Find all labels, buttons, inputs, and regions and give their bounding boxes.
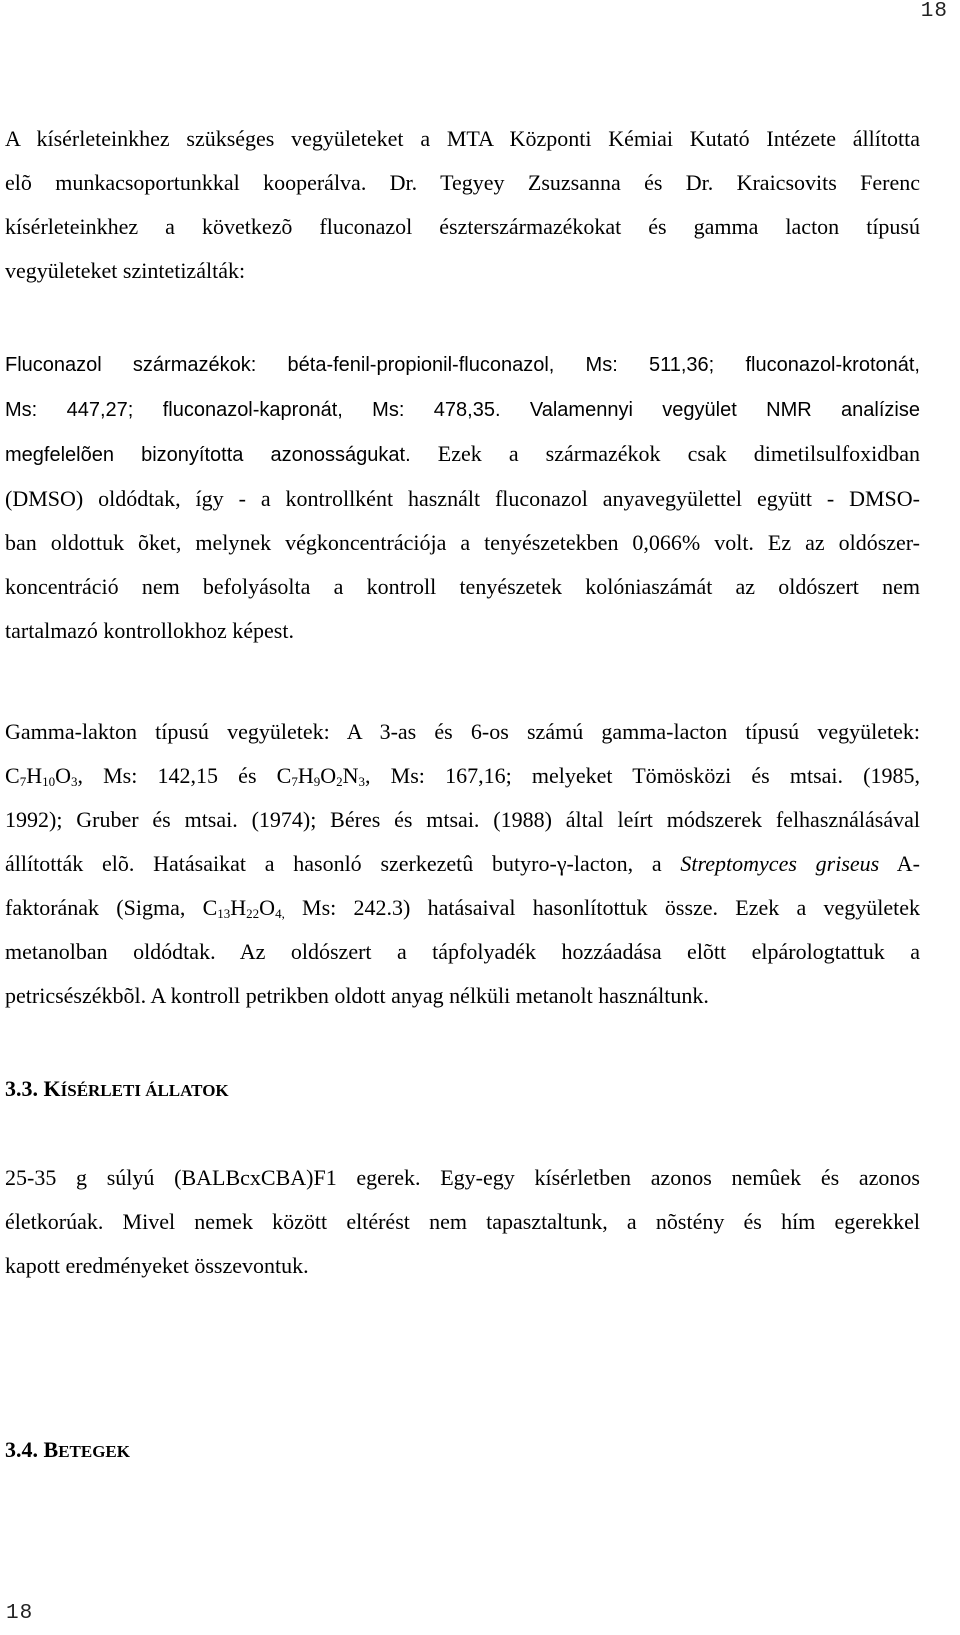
text-line: faktorának (Sigma, $C_{13}H_{22}O_{4,}$ Ms: 242.3) hatásaival hasonlítottuk össze. Ezek a vegyületek [5, 895, 921, 921]
text-line: kapott eredményeket összevontuk. [5, 1253, 309, 1278]
section-heading-3-3 [5, 1076, 229, 1102]
text-line [5, 432, 920, 477]
text-line: 1992); Gruber és mtsai. (1974); Béres és mtsai. (1988) által leírt módszerek felhasználásával [5, 807, 920, 832]
section-number: 3.4. [5, 1437, 38, 1462]
formula-2: $C_7H_9O_2N_3$ [276, 763, 366, 789]
text-run: Ms: 447,27; fluconazol-kapronát, Ms: 478,35. Valamennyi vegyület NMR analízise [5, 399, 920, 421]
heading-rest: ETEGEK [58, 1442, 130, 1461]
text-run: Ezek a származékok csak dimetilsulfoxidban [410, 441, 920, 466]
text-line: kísérleteinkhez a következõ fluconazol észterszármazékokat és gamma lacton típusú [5, 214, 920, 239]
text-line: koncentráció nem befolyásolta a kontroll tenyészetek kolóniaszámát az oldószert nem [5, 574, 920, 599]
section-heading-3-4 [5, 1437, 130, 1463]
text-line: állították elõ. Hatásaikat a hasonló szerkezetû butyro-γ-lacton, a Streptomyces griseus A- [5, 851, 920, 876]
section-number: 3.3. [5, 1076, 38, 1101]
intro-paragraph [5, 117, 920, 293]
text-line: metanolban oldódtak. Az oldószert a tápfolyadék hozzáadása elõtt elpárologtattuk a [5, 939, 920, 964]
animals-paragraph [5, 1156, 920, 1288]
fluconazol-paragraph [5, 343, 920, 653]
text-line: vegyületeket szintetizálták: [5, 258, 246, 283]
text-line: A kísérleteinkhez szükséges vegyületeket a MTA Központi Kémiai Kutató Intézete állította [5, 126, 920, 151]
gamma-symbol: γ [556, 851, 567, 876]
text-line: Gamma-lakton típusú vegyületek: A 3-as és 6-os számú gamma-lacton típusú vegyületek: [5, 719, 920, 744]
text-line: elõ munkacsoportunkkal kooperálva. Dr. Tegyey Zsuzsanna és Dr. Kraicsovits Ferenc [5, 170, 920, 195]
text-line: Fluconazol származékok: béta-fenil-propionil-fluconazol, Ms: 511,36; fluconazol-krotonát, [5, 354, 920, 376]
text-run: megfelelõen bizonyította azonosságukat. [5, 444, 411, 466]
formula-1: $C_7H_{10}O_3$ [5, 763, 78, 789]
species-name: Streptomyces griseus [680, 851, 880, 876]
page-number-bottom: 18 [6, 1602, 34, 1625]
text-line: tartalmazó kontrollokhoz képest. [5, 618, 294, 643]
text-line: életkorúak. Mivel nemek között eltérést nem tapasztaltunk, a nõstény és hím egerekkel [5, 1209, 920, 1234]
page-number-top: 18 [920, 0, 948, 23]
formula-3: $C_{13}H_{22}O_{4,}$ [202, 895, 285, 921]
text-line: $C_7H_{10}O_3$, Ms: 142,15 és $C_7H_9O_2N_3$, Ms: 167,16; melyeket Tömösközi és mtsai. (1985, [5, 763, 920, 789]
text-line [5, 387, 920, 432]
heading-rest: ÍSÉRLETI ÁLLATOK [60, 1081, 229, 1100]
text-line: ban oldottuk õket, melynek végkoncentrációja a tenyészetekben 0,066% volt. Ez az oldószer- [5, 530, 920, 555]
heading-initial: K [43, 1076, 61, 1101]
text-line: petricsészékbõl. A kontroll petrikben oldott anyag nélküli metanolt használtunk. [5, 983, 709, 1008]
text-line: (DMSO) oldódtak, így - a kontrollként használt fluconazol anyavegyülettel együtt - DMSO- [5, 486, 920, 511]
text-line: 25-35 g súlyú (BALBcxCBA)F1 egerek. Egy-egy kísérletben azonos nemûek és azonos [5, 1165, 920, 1190]
heading-initial: B [43, 1437, 59, 1462]
gamma-lakton-paragraph [5, 710, 920, 1018]
